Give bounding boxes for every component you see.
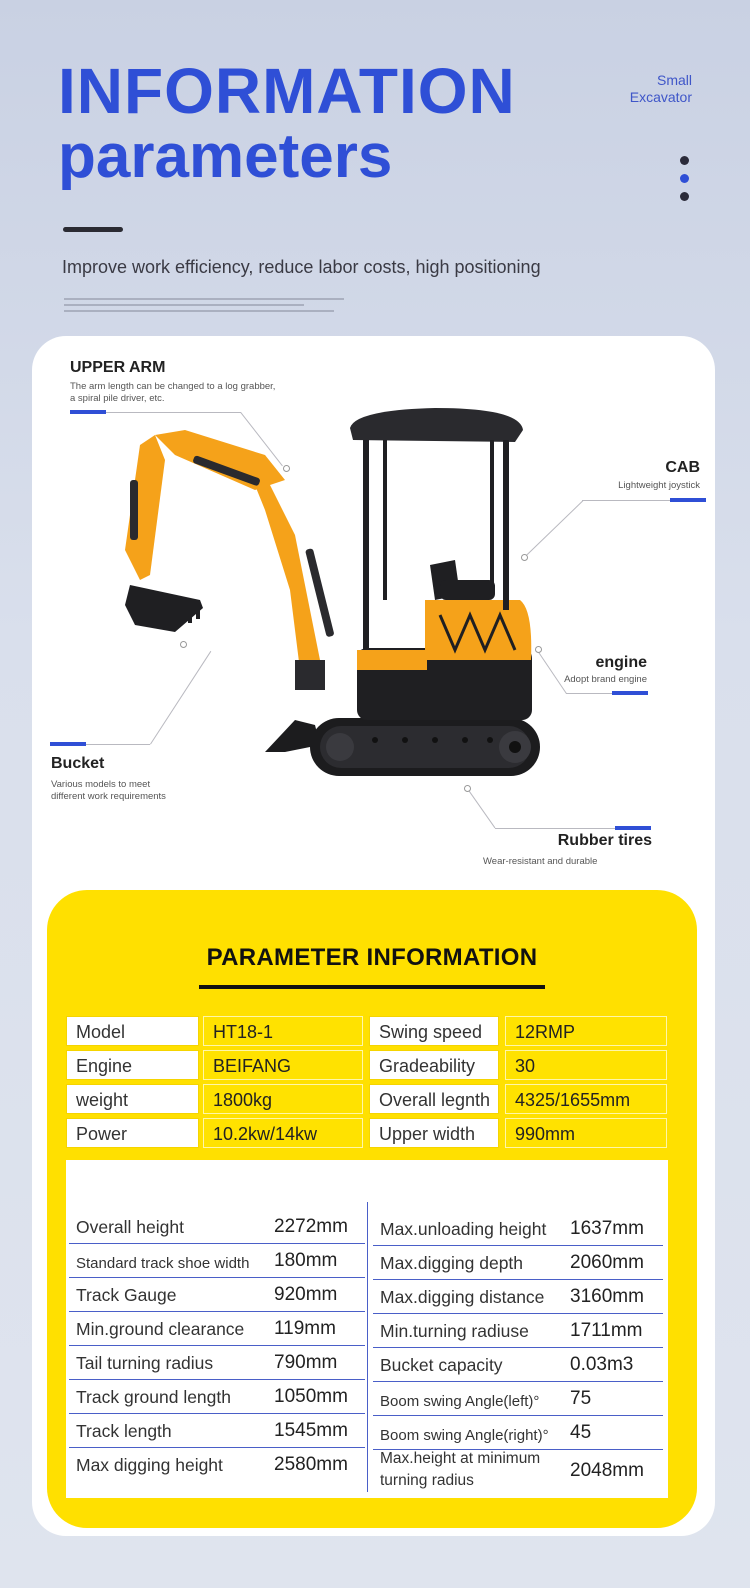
spec-label: Swing speed [369, 1016, 499, 1046]
table-row [373, 1450, 663, 1494]
table-row [69, 1448, 365, 1482]
callout-desc: The arm length can be changed to a log grabber, [70, 381, 276, 392]
spec-label: Boom swing Angle(left)° [380, 1393, 540, 1410]
spec-value: 3160mm [570, 1286, 644, 1307]
spec-value: 12RMP [505, 1016, 667, 1046]
callout-accent [615, 826, 651, 830]
spec-label: Track ground length [76, 1387, 231, 1407]
hero-title-line2: parameters [58, 122, 393, 191]
spec-label: Max digging height [76, 1455, 223, 1475]
callout-title: UPPER ARM [70, 359, 166, 376]
spec-label: Max.digging depth [380, 1253, 524, 1273]
spec-label: Max.unloading height [380, 1219, 547, 1239]
spec-value: 119mm [274, 1318, 336, 1339]
spec-label: Model [66, 1016, 199, 1046]
table-row [69, 1414, 365, 1448]
callout-rubber-tires [558, 832, 652, 850]
spec-label: Gradeability [369, 1050, 499, 1080]
corner-label-line2: Excavator [629, 89, 692, 105]
callout-desc: Various models to meet [51, 779, 151, 790]
callout-engine [564, 654, 647, 686]
table-row [69, 1244, 365, 1278]
decorative-fine-print [64, 297, 364, 317]
spec-value: 10.2kw/14kw [203, 1118, 363, 1148]
callout-title: CAB [665, 459, 700, 476]
table-row [69, 1278, 365, 1312]
spec-label: Standard track shoe width [76, 1255, 250, 1272]
callout-accent [670, 498, 706, 502]
spec-label: weight [66, 1084, 199, 1114]
table-row [373, 1348, 663, 1382]
corner-label-line1: Small [656, 72, 692, 88]
hero-title [58, 55, 516, 191]
dot-active-icon [680, 174, 689, 183]
leader-line [495, 828, 615, 829]
callout-desc: Wear-resistant and durable [483, 856, 598, 867]
spec-label: Overall height [76, 1217, 184, 1237]
spec-value: 920mm [274, 1284, 338, 1305]
spec-value: 30 [505, 1050, 667, 1080]
hero-title-line1: INFORMATION [58, 55, 516, 127]
spec-value: BEIFANG [203, 1050, 363, 1080]
spec-label: Min.ground clearance [76, 1319, 245, 1339]
dot-icon [680, 192, 689, 201]
table-row [373, 1416, 663, 1450]
panel-title-underline [199, 985, 545, 989]
table-row [66, 1118, 668, 1148]
table-row [373, 1212, 663, 1246]
callout-desc: Lightweight joystick [618, 480, 700, 491]
table-row [69, 1380, 365, 1414]
spec-value: 1711mm [570, 1320, 643, 1341]
table-row [373, 1246, 663, 1280]
title-dash [63, 227, 123, 232]
spec-label: Min.turning radiuse [380, 1321, 529, 1341]
column-divider [367, 1202, 368, 1492]
spec-value: 2272mm [274, 1216, 348, 1237]
callout-cab [618, 459, 700, 492]
corner-label [630, 72, 692, 106]
spec-value: 790mm [274, 1352, 338, 1373]
table-row [69, 1312, 365, 1346]
spec-value: 990mm [505, 1118, 667, 1148]
excavator-image [95, 400, 545, 790]
leader-line [582, 500, 670, 501]
spec-label: Overall legnth [369, 1084, 499, 1114]
table-row [373, 1280, 663, 1314]
panel-title: PARAMETER INFORMATION [206, 944, 538, 971]
table-row [66, 1050, 668, 1080]
spec-label: Boom swing Angle(right)° [380, 1427, 549, 1444]
parameter-panel [47, 890, 697, 1528]
table-row [373, 1314, 663, 1348]
spec-label: Max.digging distance [380, 1287, 545, 1307]
table-row [66, 1016, 668, 1046]
callout-accent [612, 691, 648, 695]
spec-label: Tail turning radius [76, 1353, 214, 1373]
callout-upper-arm [70, 359, 275, 405]
spec-value: 0.03m3 [570, 1354, 634, 1375]
spec-value: 2060mm [570, 1252, 644, 1273]
spec-value: 2580mm [274, 1454, 348, 1475]
subtitle: Improve work efficiency, reduce labor costs, high positioning [62, 257, 541, 277]
spec-label: Bucket capacity [380, 1355, 503, 1375]
callout-accent [50, 742, 86, 746]
table-row [373, 1382, 663, 1416]
spec-value: 4325/1655mm [505, 1084, 667, 1114]
dot-icon [680, 156, 689, 165]
spec-label: Track length [76, 1421, 172, 1441]
detail-spec-table [66, 1160, 668, 1498]
spec-value: 75 [570, 1388, 592, 1409]
spec-value: 1800kg [203, 1084, 363, 1114]
spec-value: 1545mm [274, 1420, 348, 1441]
spec-label: Engine [66, 1050, 199, 1080]
callout-desc: different work requirements [51, 791, 166, 802]
callout-desc: Adopt brand engine [564, 674, 647, 685]
page-dots [680, 156, 690, 210]
table-row [69, 1210, 365, 1244]
spec-value: 45 [570, 1422, 592, 1443]
leader-line [566, 693, 612, 694]
table-row [66, 1084, 668, 1114]
fine-print-lines [64, 297, 344, 315]
callout-title: engine [595, 654, 647, 671]
spec-label: Track Gauge [76, 1285, 177, 1305]
callout-title: Rubber tires [557, 832, 652, 849]
spec-value: 2048mm [570, 1460, 644, 1481]
spec-value: HT18-1 [203, 1016, 363, 1046]
spec-value: 1050mm [274, 1386, 348, 1407]
spec-value: 1637mm [570, 1218, 644, 1239]
spec-label: Upper width [369, 1118, 499, 1148]
callout-desc: a spiral pile driver, etc. [70, 393, 165, 404]
callout-title: Bucket [51, 755, 105, 772]
spec-label: Max.height at minimum turning radius [380, 1450, 541, 1489]
spec-value: 180mm [274, 1250, 338, 1271]
spec-label: Power [66, 1118, 199, 1148]
table-row [69, 1346, 365, 1380]
